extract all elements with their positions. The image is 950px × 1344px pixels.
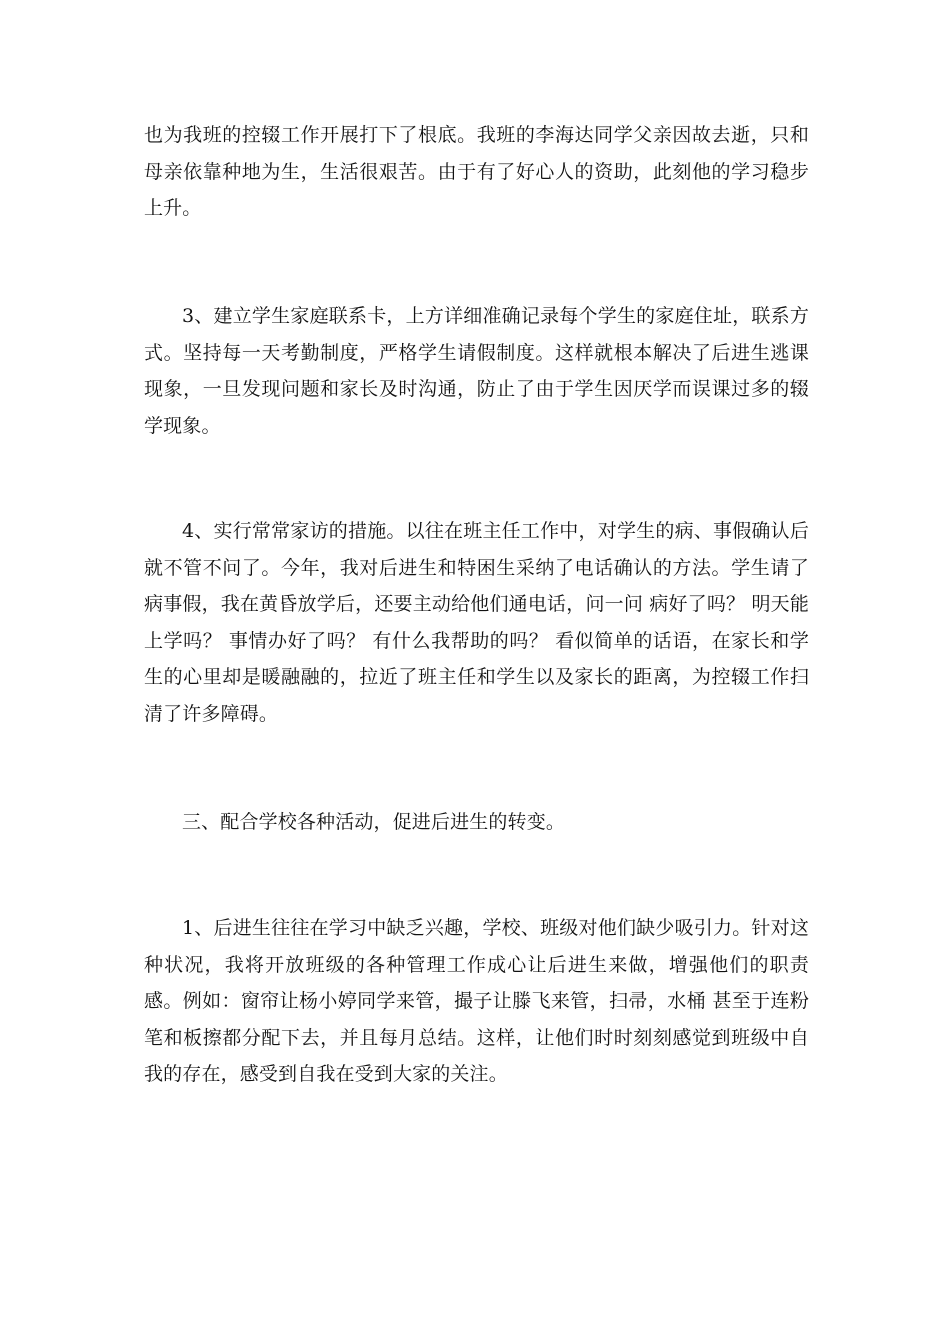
- paragraph-item-4: 4、实行常常家访的措施。以往在班主任工作中，对学生的病、事假确认后就不管不问了。今年，我对后进生和特困生采纳了电话确认的方法。学生请了病事假，我在黄昏放学后，还要主动给他们通电话，问一问 病好了吗？ 明天能上学吗？ 事情办好了吗？ 有什么我帮助的吗？ 看似简单的话语，在家长和学生的心里却是暖融融的，拉近了班主任和学生以及家长的距离，为控辍工作扫清了许多障碍。: [144, 520, 809, 725]
- section-heading-3: 三、配合学校各种活动，促进后进生的转变。: [182, 811, 566, 833]
- paragraph-continuation: 也为我班的控辍工作开展打下了根底。我班的李海达同学父亲因故去逝，只和母亲依靠种地为生，生活很艰苦。由于有了好心人的资助，此刻他的学习稳步上升。: [144, 124, 809, 219]
- paragraph-item-1: 1、后进生往往在学习中缺乏兴趣，学校、班级对他们缺少吸引力。针对这种状况，我将开放班级的各种管理工作成心让后进生来做，增强他们的职责感。例如：窗帘让杨小婷同学来管，撮子让滕飞来管，扫帚，水桶 甚至于连粉笔和板擦都分配下去，并且每月总结。这样，让他们时时刻刻感觉到班级中自我的存在，感受到自我在受到大家的关注。: [144, 917, 809, 1085]
- paragraph-item-3: 3、建立学生家庭联系卡，上方详细准确记录每个学生的家庭住址，联系方式。坚持每一天考勤制度，严格学生请假制度。这样就根本解决了后进生逃课现象，一旦发现问题和家长及时沟通，防止了由于学生因厌学而误课过多的辍学现象。: [144, 305, 809, 437]
